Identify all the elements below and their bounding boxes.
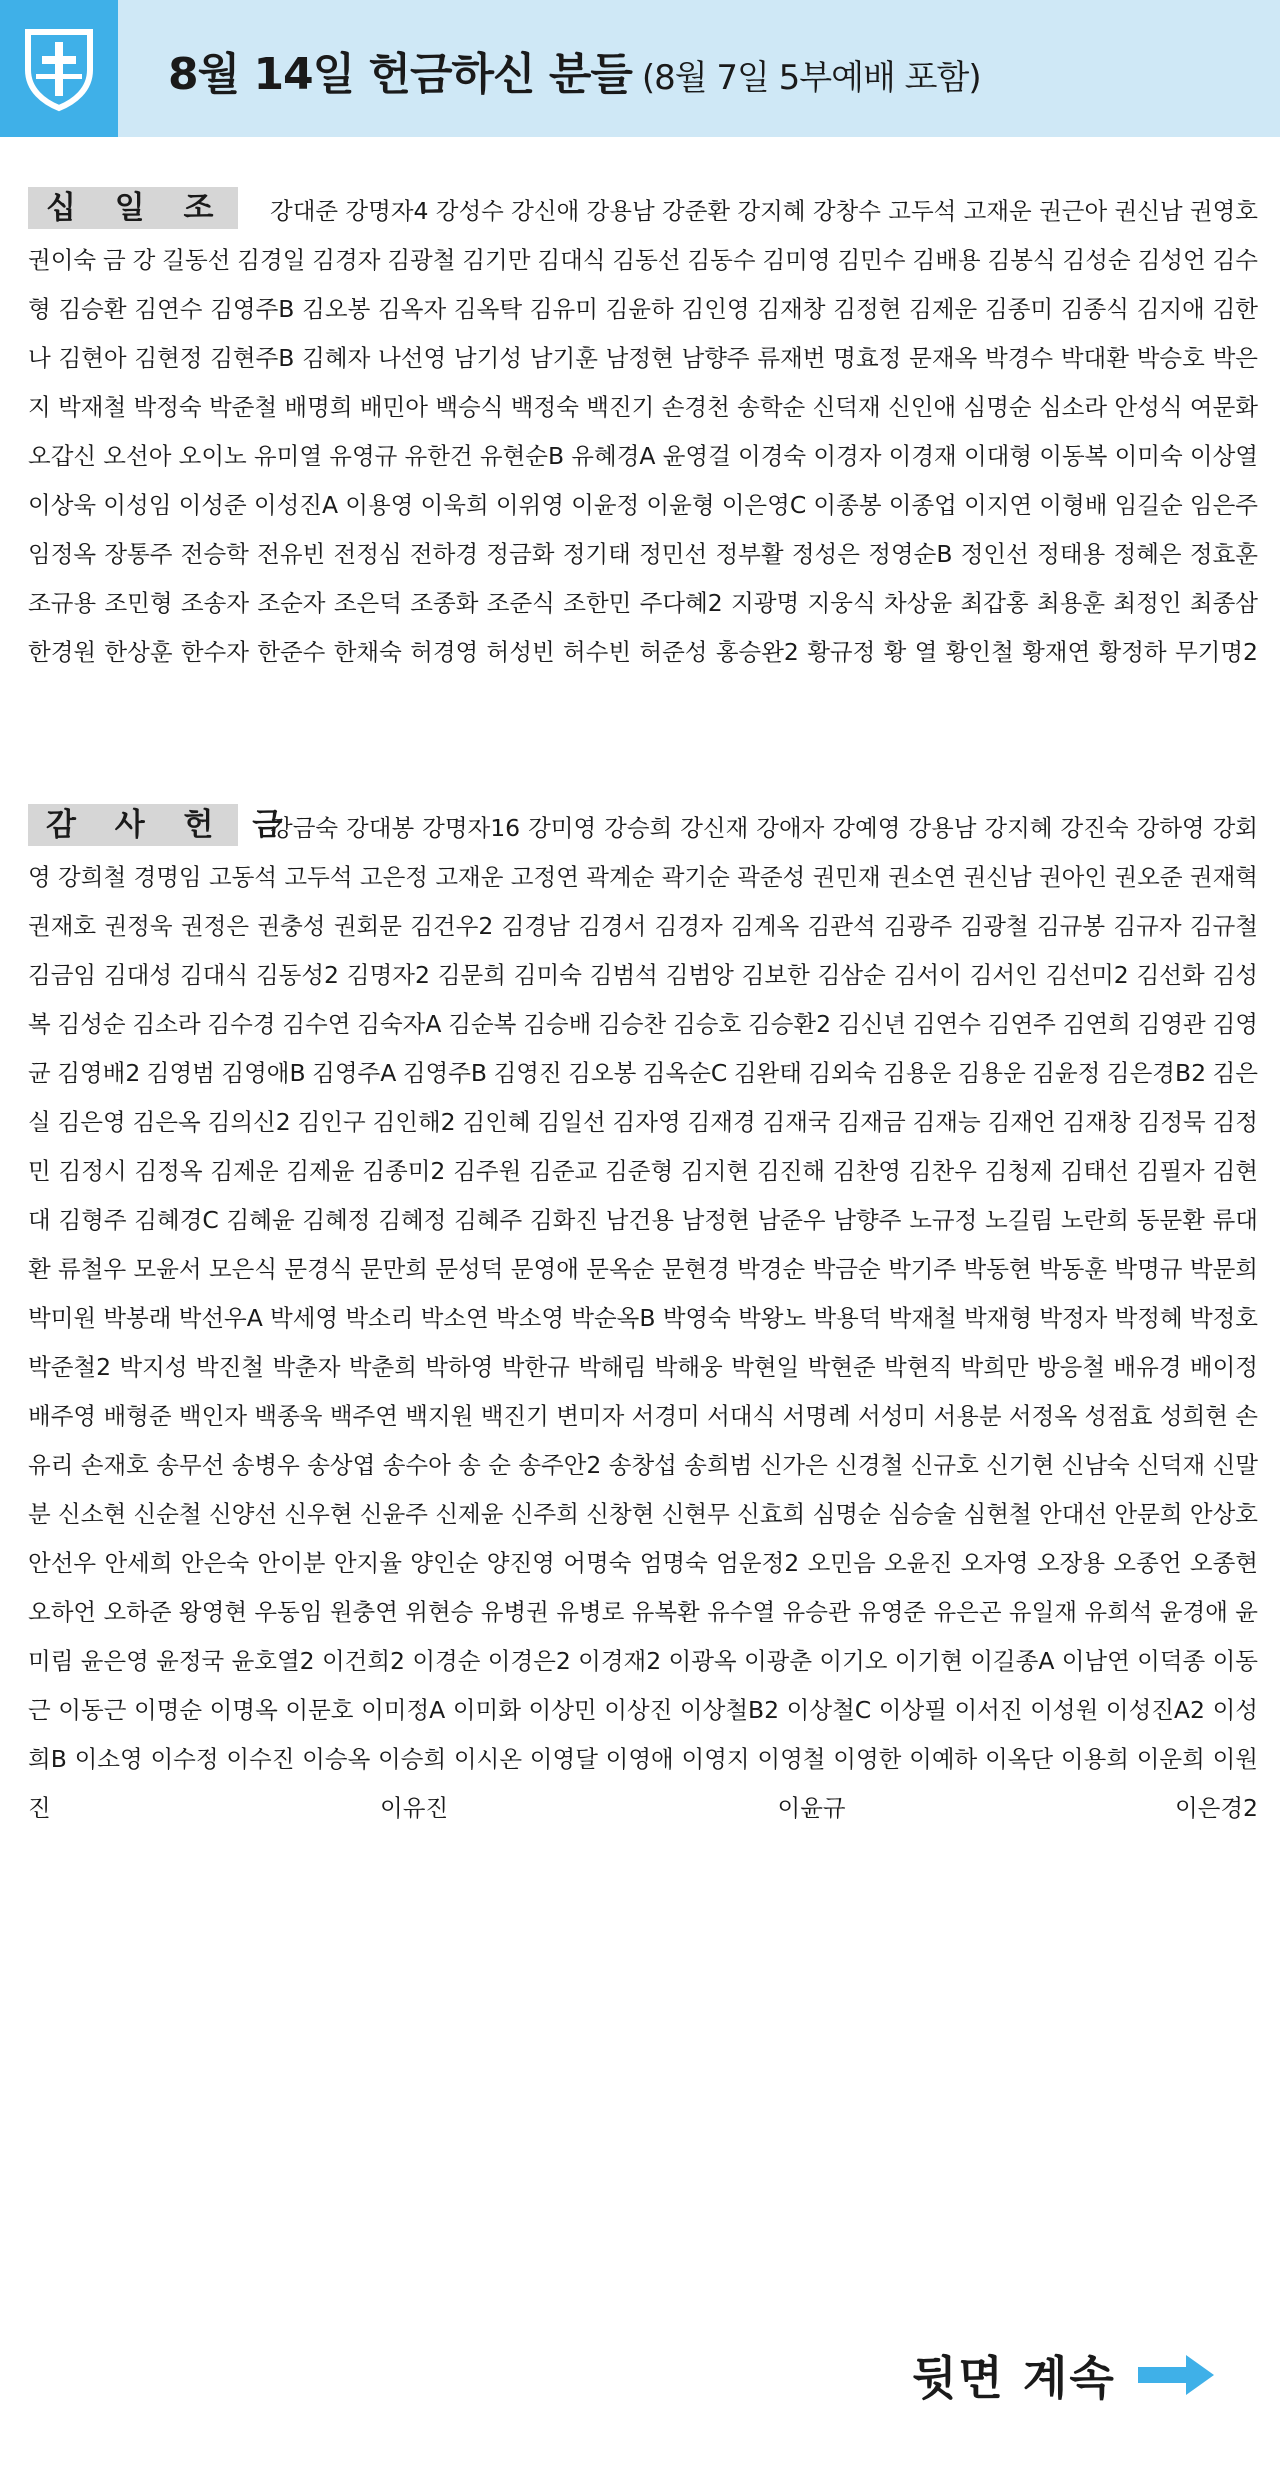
continued-label: 뒷면 계속 — [912, 2351, 1116, 2405]
shield-cross-icon — [22, 26, 96, 112]
title-main: 8월 14일 헌금하신 분들 — [168, 49, 632, 100]
header-band — [0, 0, 1280, 137]
thanksgiving-names-text: 강금숙 강대봉 강명자16 강미영 강승희 강신재 강애자 강예영 강용남 강지혜 강진숙 강하영 강회영 강희철 경명임 고동석 고두석 고은정 고재운 고정연 곽계순 곽기순 곽준성 권민재 권소연 권신남 권아인 권오준 권재혁 권재호 권정욱 권정은 권충성 권회문 김건우2 김경남 김경서 김경자 김계옥 김관석 김광주 김광철 김규봉 김규자 김규철 김금임 김대성 김대식 김동성2 김명자2 김문희 김미숙 김범석 김범앙 김보한 김삼순 김서이 김서인 김선미2 김선화 김성복 김성순 김소라 김수경 김수연 김숙자A 김순복 김승배 김승찬 김승호 김승환2 김신년 김연수 김연주 김연희 김영관 김영균 김영배2 김영범 김영애B 김영주A 김영주B 김영진 김오봉 김옥순C 김완태 김외숙 김용운 김용운 김윤정 김은경B2 김은실 김은영 김은옥 김의신2 김인구 김인해2 김인혜 김일선 김자영 김재경 김재국 김재금 김재능 김재언 김재창 김정묵 김정민 김정시 김정옥 김제운 김제윤 김종미2 김주원 김준교 김준형 김지현 김진해 김찬영 김찬우 김청제 김태선 김필자 김현대 김형주 김혜경C 김혜윤 김혜정 김혜정 김혜주 김화진 남건용 남정현 남준우 남향주 노규정 노길림 노란희 동문환 류대환 류철우 모윤서 모은식 문경식 문만희 문성덕 문영애 문옥순 문현경 박경순 박금순 박기주 박동현 박동훈 박명규 박문희 박미원 박봉래 박선우A 박세영 박소리 박소연 박소영 박순옥B 박영숙 박왕노 박용덕 박재철 박재형 박정자 박정혜 박정호 박준철2 박지성 박진철 박춘자 박춘희 박하영 박한규 박해림 박해웅 박현일 박현준 박현직 박희만 방응철 배유경 배이정 배주영 배형준 백인자 백종욱 백주연 백지원 백진기 변미자 서경미 서대식 서명례 서성미 서용분 서정옥 성점효 성희현 손유리 손재호 송무선 송병우 송상엽 송수아 송 순 송주안2 송창섭 송희범 신가은 신경철 신규호 신기현 신남숙 신덕재 신말분 신소현 신순철 신양선 신우현 신윤주 신제윤 신주희 신창현 신현무 신효희 심명순 심승술 심현철 안대선 안문희 안상호 안선우 안세희 안은숙 안이분 안지율 양인순 양진영 어명숙 엄명숙 엄운정2 오민음 오윤진 오자영 오장용 오종언 오종현 오하언 오하준 왕영현 우동임 원충연 위현승 유병권 유병로 유복환 유수열 유승관 유영준 유은곤 유일재 유희석 윤경애 윤미림 윤은영 윤정국 윤호열2 이건희2 이경순 이경은2 이경재2 이광옥 이광춘 이기오 이기현 이길종A 이남연 이덕종 이동근 이동근 이명순 이명옥 이문호 이미정A 이미화 이상민 이상진 이상철B2 이상철C 이상필 이서진 이성원 이성진A2 이성희B 이소영 이수정 이수진 이승옥 이승희 이시온 이영달 이영애 이영지 이영철 이영한 이예하 이옥단 이용희 이운희 이원진 이유진 이윤규 이은경2 — [28, 814, 1258, 1822]
page-title — [168, 38, 981, 102]
thanksgiving-names — [28, 804, 1258, 1833]
logo — [0, 0, 118, 137]
tithe-section — [28, 187, 1258, 677]
thanksgiving-section — [28, 804, 1258, 1833]
tithe-label: 십 일 조 — [28, 187, 238, 229]
arrow-right-icon — [1136, 2353, 1216, 2397]
tithe-names-text: 강대준 강명자4 강성수 강신애 강용남 강준환 강지혜 강창수 고두석 고재운 권근아 권신남 권영호 권이숙 금 강 길동선 김경일 김경자 김광철 김기만 김대식 김동선 김동수 김미영 김민수 김배용 김봉식 김성순 김성언 김수형 김승환 김연수 김영주B 김오봉 김옥자 김옥탁 김유미 김윤하 김인영 김재창 김정현 김제운 김종미 김종식 김지애 김한나 김현아 김현정 김현주B 김혜자 나선영 남기성 남기훈 남정현 남향주 류재번 명효정 문재옥 박경수 박대환 박승호 박은지 박재철 박정숙 박준철 배명희 배민아 백승식 백정숙 백진기 손경천 송학순 신덕재 신인애 심명순 심소라 안성식 여문화 오갑신 오선아 오이노 유미열 유영규 유한건 유현순B 유혜경A 윤영걸 이경숙 이경자 이경재 이대형 이동복 이미숙 이상열 이상욱 이성임 이성준 이성진A 이용영 이욱희 이위영 이윤정 이윤형 이은영C 이종봉 이종업 이지연 이형배 임길순 임은주 임정옥 장통주 전승학 전유빈 전정심 전하경 정금화 정기태 정민선 정부활 정성은 정영순B 정인선 정태용 정혜은 정효훈 조규용 조민형 조송자 조순자 조은덕 조종화 조준식 조한민 주다혜2 지광명 지웅식 차상윤 최갑홍 최용훈 최정인 최종삼 한경원 한상훈 한수자 한준수 한채숙 허경영 허성빈 허수빈 허준성 홍승완2 황규정 황 열 황인철 황재연 황정하 무기명2 — [28, 197, 1258, 666]
thanksgiving-label: 감 사 헌 금 — [28, 804, 238, 846]
continued-note — [912, 2340, 1242, 2410]
title-subtitle: (8월 7일 5부예배 포함) — [641, 58, 981, 98]
tithe-names — [28, 187, 1258, 677]
